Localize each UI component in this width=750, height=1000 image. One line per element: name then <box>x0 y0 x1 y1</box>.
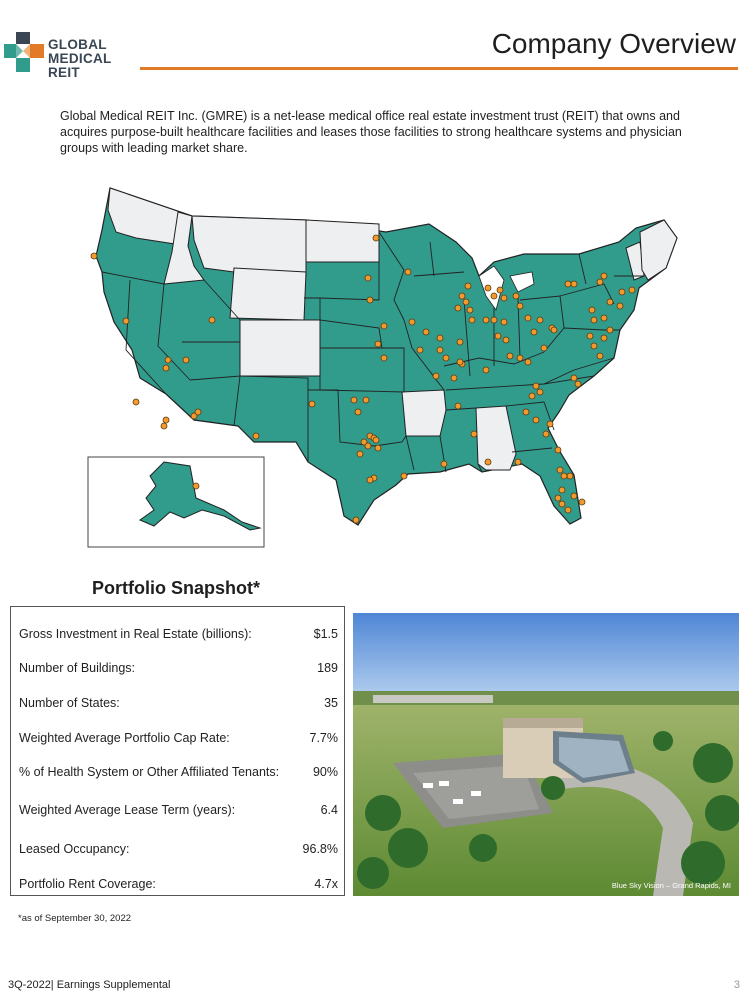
company-logo <box>2 30 142 80</box>
stat-row-cap-rate <box>19 731 338 751</box>
stat-value: 96.8% <box>302 842 338 856</box>
stat-label: Weighted Average Portfolio Cap Rate: <box>19 731 230 745</box>
state-montana <box>192 216 306 276</box>
stat-value: 90% <box>312 765 338 779</box>
page-number: 3 <box>733 979 740 991</box>
stat-value: 7.7% <box>309 731 338 745</box>
footer-label: 3Q-2022| Earnings Supplemental <box>8 979 171 991</box>
property-photo <box>353 613 739 896</box>
stat-row-states <box>19 696 338 716</box>
stat-row-gross-investment <box>19 627 338 647</box>
stat-row-affiliated-tenants <box>19 765 338 785</box>
stat-label: Weighted Average Lease Term (years): <box>19 803 236 817</box>
logo-line-2: MEDICAL REIT <box>48 51 112 80</box>
stat-row-occupancy <box>19 842 338 862</box>
stat-label: Leased Occupancy: <box>19 842 130 856</box>
state-arkansas <box>402 390 446 436</box>
snapshot-title: Portfolio Snapshot* <box>92 578 260 598</box>
logo-text <box>48 38 142 80</box>
stat-label: Gross Investment in Real Estate (billions): <box>19 627 252 641</box>
state-colorado <box>240 320 320 376</box>
stat-value: 4.7x <box>314 877 338 891</box>
footnote: *as of September 30, 2022 <box>18 913 132 924</box>
logo-cross-icon <box>2 30 46 74</box>
portfolio-snapshot-table <box>10 606 345 896</box>
stat-label: Portfolio Rent Coverage: <box>19 877 156 891</box>
page-title: Company Overview <box>491 28 736 59</box>
aerial-building-illustration <box>353 613 739 896</box>
intro-paragraph: Global Medical REIT Inc. (GMRE) is a net-lease medical office real estate investment trust (REIT) that owns and acquires purpose-built healthcare facilities and leases those facilities to strong healthcare systems and physician groups with leading market share. <box>60 109 682 155</box>
stat-row-lease-term <box>19 803 338 823</box>
stat-row-buildings <box>19 661 338 681</box>
stat-value: 189 <box>317 661 338 675</box>
stat-value: $1.5 <box>313 627 338 641</box>
state-maine <box>640 220 677 280</box>
logo-line-1: GLOBAL <box>48 37 107 52</box>
us-portfolio-map <box>74 180 694 552</box>
stat-row-rent-coverage <box>19 877 338 897</box>
stat-label: Number of States: <box>19 696 120 710</box>
stat-value: 6.4 <box>320 803 338 817</box>
photo-caption: Blue Sky Vision – Grand Rapids, MI <box>611 881 731 890</box>
stat-label: % of Health System or Other Affiliated Tenants: <box>19 765 280 779</box>
stat-label: Number of Buildings: <box>19 661 136 675</box>
state-wyoming <box>230 268 306 320</box>
state-north-dakota <box>306 220 379 262</box>
header-rule <box>140 67 738 70</box>
stat-value: 35 <box>324 696 338 710</box>
